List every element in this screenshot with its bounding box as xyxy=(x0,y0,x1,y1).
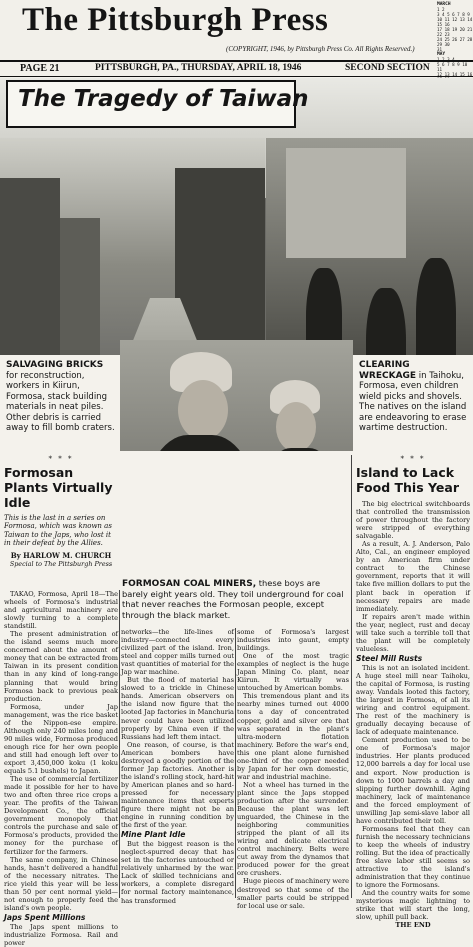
paragraph: One reason, of course, is that American bombers have destroyed a goodly portion of the former Jap factories. Another is the island's rolling stock, hard-hit by American planes and so hard-pressed for necessary maintenance items that experts figure there might not be an engine in running condition by the first of the year. xyxy=(121,740,234,830)
calendar-month-march: MARCH xyxy=(437,2,451,7)
story1-column-2 xyxy=(121,628,234,905)
paragraph: This is not an isolated incident. A huge steel mill near Taihoku, the capital of Formosa, is rusting away. Vandals looted this factory, the largest in Formosa, of all its wiring and control equipment. The rest of the machinery is gradually decaying because of lack of adequate maintenance. xyxy=(356,663,470,737)
paragraph: One of the most tragic examples of neglect is the huge Japan Mining Co. plant, near Kiirun. It virtually was untouched by American bombs. xyxy=(237,652,349,693)
headline: The Tragedy of Taiwan xyxy=(18,86,309,112)
paragraph: TAKAO, Formosa, April 18—The wheels of Formosa's industrial and agricultural machinery are slowly turning to a complete standstill. xyxy=(4,590,118,631)
paragraph: The big electrical switchboards that controlled the transmission of power throughout the factory were stripped of everything salvagable. xyxy=(356,500,470,541)
paragraph: Formosans feel that they can furnish the necessary technicians to keep the wheels of industry rolling. But the idea of practically free slave labor still seems so attractive to the island's administration that they continue to ignore the Formosans. xyxy=(356,824,470,890)
section-label: SECOND SECTION xyxy=(345,63,430,73)
end-mark: THE END xyxy=(395,921,431,930)
series-note: This is the last in a series on Formosa, which was known as Taiwan to the Japs, who lost it in their defeat by the Allies. xyxy=(4,514,112,548)
caption-coal-miners xyxy=(122,578,348,620)
paragraph: As a result, A. J. Anderson, Palo Alto, Cal., an engineer employed by an American firm under contract to the Chinese government, reports that it will take five million dollars to put the plant back in operation if necessary repairs are made immediately. xyxy=(356,540,470,613)
calendar-row: 3 4 5 6 7 8 9 xyxy=(437,12,470,17)
caption-head: CLEARING WRECKAGE xyxy=(359,360,417,381)
paragraph: Formosa, under Jap management, was the rice basket of the Nippon-ese empire. Although only 240 miles long and 90 miles wide, Formosa produced enough rice for her own people and still had enough left over to export 3,450,000 koku (1 koku equals 5.1 bushels) to Japan. xyxy=(4,702,118,776)
copyright-notice: (COPYRIGHT, 1946, by Pittsburgh Press Co. All Rights Reserved.) xyxy=(226,45,415,53)
caption-head: FORMOSAN COAL MINERS, xyxy=(122,579,257,589)
subhead: Steel Mill Rusts xyxy=(356,653,423,663)
caption-text: these boys are barely eight years old. They toil underground for coal that never reaches the Formosan people, except through the black market. xyxy=(122,578,344,620)
caption-text: in Taihoku, Formosa, even children wield picks and shovels. The natives on the island are endeavoring to erase wartime destruction. xyxy=(359,370,467,433)
caption-salvaging xyxy=(0,355,120,451)
separator-stars: * * * xyxy=(400,455,426,463)
calendar-month-may: MAY xyxy=(437,52,446,57)
story2-deck: Island to Lack Food This Year xyxy=(356,465,459,495)
calendar-row: 24 25 26 27 28 29 30 xyxy=(437,37,473,47)
caption-text: for reconstruction, workers in Kiirun, Formosa, stack building materials in neat piles. Other debris is carried away to fill bomb craters. xyxy=(6,370,115,433)
paragraph: The same company, in Chinese hands, hasn't delivered a handful of the necessary nitrates. The rice yield this year will be less than 50 per cent normal yield—not enough to properly feed the island's own people. xyxy=(4,855,118,912)
calendar-row: 10 11 12 13 14 15 16 xyxy=(437,17,473,27)
story1-header xyxy=(4,455,118,568)
story2-column xyxy=(356,500,470,930)
paragraph: The present administration of the island seems much more concerned about the amount of money that can be extracted from Taiwan in its present condition than in any kind of long-range planning that would bring Formosa back to previous peak production. xyxy=(4,630,118,703)
paragraph: But the flood of material has slowed to a trickle in Chinese hands. American observers on the island now figure that the looted Jap factories in Manchuria never could have been utilized properly by China even if the Russians had left them intact. xyxy=(121,676,234,741)
headline-box xyxy=(6,80,309,128)
caption-head: SALVAGING BRICKS xyxy=(6,360,104,370)
credit-line: Special to The Pittsburgh Press xyxy=(9,559,113,568)
story1-column-3 xyxy=(237,628,349,910)
dateline: PITTSBURGH, PA., THURSDAY, APRIL 18, 1946 xyxy=(95,63,302,73)
paragraph: If repairs aren't made within the year, neglect, rust and decay will take such a terrible toll that the plant will be completely valueless. xyxy=(356,612,470,653)
separator-stars: * * * xyxy=(48,455,74,463)
newspaper-title: The Pittsburgh Press xyxy=(22,2,329,38)
folio-line xyxy=(0,60,473,77)
paragraph: Cement production used to be one of Formosa's major industries. Her plants produced 12,000 barrels a day for local use and export. Now production is down to 1000 barrels a day and slipping further downhill. Aging machinery, lack of maintenance and the forced employment of unwilling Jap semi-slave labor all have contributed their toll. xyxy=(356,736,470,825)
calendar-row: 1 2 3 4 xyxy=(437,57,455,62)
paragraph: But the biggest reason is the neglect-spurred decay that has set in the factories untouched or relatively unharmed by the war. Lack of skilled technicians and workers, a complete disregard for normal factory maintenance, has transformed xyxy=(121,840,234,905)
paragraph: Not a wheel has turned in the plant since the Japs stopped production after the surrender. Because the plant was left unguarded, the Chinese in the neighboring communities stripped the plant of all its wiring and delicate electrical control machinery. Belts were cut away from the dynamos that produced power for the great ore crushers. xyxy=(237,780,349,878)
page-number: PAGE 21 xyxy=(20,63,60,74)
calendar-row: 1 2 xyxy=(437,7,445,12)
byline: By HARLOW M. CHURCH xyxy=(10,550,112,560)
calendar-row: 12 13 14 15 16 xyxy=(437,72,473,77)
calendar-row: 31 xyxy=(437,47,443,52)
calendar-row: 17 18 19 20 21 22 23 xyxy=(437,27,473,37)
subhead: Mine Plant Idle xyxy=(121,830,186,840)
paragraph: The Japs spent millions to industrialize Formosa. Rail and power xyxy=(4,922,118,947)
paragraph: This tremendous plant and its nearby mines turned out 4000 tons a day of concentrated copper, gold and silver ore that was separated in the plant's ultra-modern flotation machinery. Before the war's end, this one plant alone furnished one-third of the copper needed by Japan for her own domestic, war and industrial machine. xyxy=(237,692,349,781)
story2-header xyxy=(356,455,470,495)
caption-clearing xyxy=(353,355,473,451)
paragraph: some of Formosa's largest industries into gaunt, empty buildings. xyxy=(237,628,349,653)
story1-column-1 xyxy=(4,590,118,947)
calendar xyxy=(437,2,473,77)
calendar-row: 5 6 7 8 9 10 11 xyxy=(437,62,468,72)
paragraph: And the country waits for some mysterious magic lightning to strike that will start the long, slow, uphill pull back. xyxy=(356,889,470,922)
story1-deck: Formosan Plants Virtually Idle xyxy=(4,465,113,510)
paragraph: Huge pieces of machinery were destroyed so that some of the smaller parts could be stripped for local use or sale. xyxy=(237,877,349,910)
subhead: Japs Spent Millions xyxy=(4,912,86,922)
paragraph: The use of commercial fertilizer made it possible for her to have two and often three rice crops a year. The profits of the Taiwan Development Co., the official government monopoly that controls the purchase and sale of Formosa's products, provided the money for the purchase of fertilizer for the farmers. xyxy=(4,775,118,856)
paragraph: networks—the life-lines of industry—connected every civilized part of the island. Iron, steel and copper mills turned out vast quantities of material for the Jap war machine. xyxy=(121,628,234,677)
